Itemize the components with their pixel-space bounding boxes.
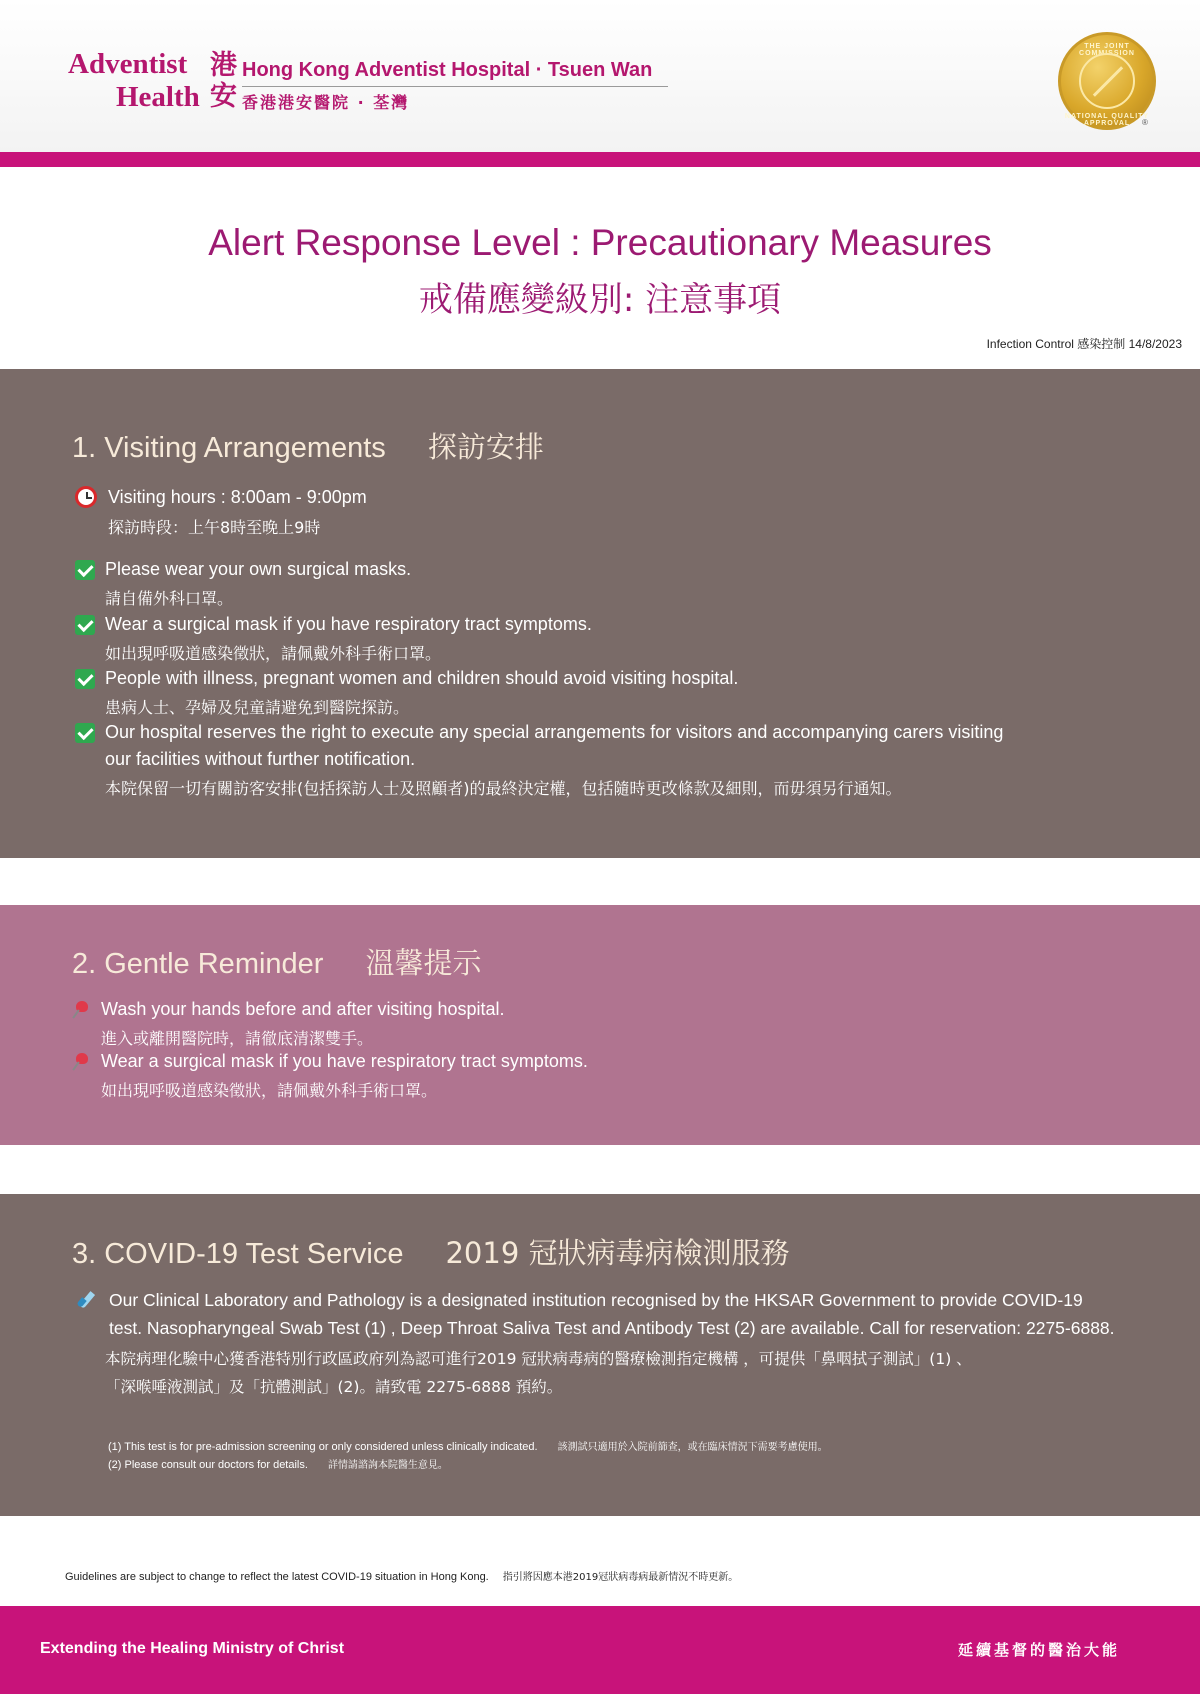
- logo-divider: [242, 86, 668, 87]
- hospital-name-en: Hong Kong Adventist Hospital · Tsuen Wan: [242, 59, 653, 81]
- section-covid-test-service: [0, 1194, 1200, 1516]
- footer: [0, 1606, 1200, 1694]
- seal-text-top: THE JOINT COMMISSION: [1079, 43, 1135, 57]
- accreditation-seal-icon: [1058, 32, 1156, 130]
- hospital-name-zh: 香港港安醫院 · 荃灣: [242, 93, 410, 112]
- footer-tagline-en: Extending the Healing Ministry of Christ: [40, 1640, 345, 1657]
- covid-paragraph-en-1: Our Clinical Laboratory and Pathology is a designated institution recognised by the HKSAR Government to provide COVID-19: [109, 1290, 1083, 1310]
- list-item-zh: 本院保留一切有關訪客安排(包括探訪人士及照顧者)的最終決定權，包括隨時更改條款及細則，而毋須另行通知。: [105, 779, 902, 798]
- footer-tagline-zh: 延續基督的醫治大能: [957, 1641, 1120, 1659]
- issue-stamp: Infection Control 感染控制 14/8/2023: [986, 337, 1182, 351]
- hospital-logo[interactable]: [68, 48, 688, 118]
- note-1: [108, 1438, 828, 1453]
- header-divider-bar: [0, 152, 1200, 167]
- section-title: [72, 425, 544, 466]
- section-title-en: 2. Gentle Reminder: [72, 948, 324, 980]
- list-item: People with illness, pregnant women and children should avoid visiting hospital.: [105, 668, 739, 688]
- covid-paragraph-zh-2: 「深喉唾液測試」及「抗體測試」(2)。請致電 2275-6888 預約。: [105, 1378, 563, 1396]
- logo-wordmark: [68, 48, 200, 114]
- test-tube-icon: [78, 1291, 96, 1309]
- note-2: [108, 1456, 448, 1471]
- footnote-zh: 指引將因應本港2019冠狀病毒病最新情況不時更新。: [502, 1572, 739, 1583]
- note-2-en: (2) Please consult our doctors for details.: [108, 1459, 308, 1471]
- section-gentle-reminder: [0, 905, 1200, 1145]
- note-2-zh: 詳情請諮詢本院醫生意見。: [327, 1460, 448, 1471]
- section-title-zh: 2019 冠狀病毒病檢測服務: [445, 1236, 790, 1270]
- logo-chinese: 港安: [210, 50, 237, 112]
- list-item-zh: 如出現呼吸道感染徵狀，請佩戴外科手術口罩。: [101, 1081, 438, 1100]
- check-icon: [75, 669, 95, 689]
- header: [0, 0, 1200, 152]
- alarm-clock-icon: [75, 486, 97, 508]
- list-item-zh: 如出現呼吸道感染徵狀，請佩戴外科手術口罩。: [105, 644, 442, 663]
- page-title-en: Alert Response Level : Precautionary Measures: [208, 222, 992, 263]
- section-visiting-arrangements: [0, 369, 1200, 858]
- list-item-zh: 請自備外科口罩。: [105, 589, 234, 608]
- pushpin-icon: [72, 1053, 90, 1071]
- section-title-zh: 探訪安排: [427, 430, 544, 464]
- list-item: Wear a surgical mask if you have respiratory tract symptoms.: [105, 614, 592, 634]
- pushpin-icon: [72, 1001, 90, 1019]
- covid-paragraph-zh-1: 本院病理化驗中心獲香港特別行政區政府列為認可進行2019 冠狀病毒病的醫療檢測指定機構 ，可提供「鼻咽拭子測試」(1) 、: [105, 1350, 972, 1368]
- visiting-hours-en: Visiting hours : 8:00am - 9:00pm: [108, 487, 367, 507]
- note-1-zh: 該測試只適用於入院前篩查，或在臨床情況下需要考慮使用。: [557, 1442, 828, 1453]
- section-title-en: 3. COVID-19 Test Service: [72, 1238, 404, 1270]
- list-item: Wash your hands before and after visiting hospital.: [101, 999, 505, 1019]
- check-icon: [75, 723, 95, 743]
- list-item: Wear a surgical mask if you have respiratory tract symptoms.: [101, 1051, 588, 1071]
- section-title-zh: 溫馨提示: [365, 946, 482, 980]
- check-icon: [75, 560, 95, 580]
- covid-paragraph-en-2: test. Nasopharyngeal Swab Test (1) , Deep Throat Saliva Test and Antibody Test (2) are available. Call for reservation: 2275-6888.: [109, 1318, 1115, 1338]
- list-item: Our hospital reserves the right to execute any special arrangements for visitors and accompanying carers visiting: [105, 722, 1004, 742]
- guidelines-footnote: [65, 1568, 738, 1583]
- seal-text-bottom: NATIONAL QUALITY APPROVAL: [1064, 113, 1150, 127]
- footnote-en: Guidelines are subject to change to reflect the latest COVID-19 situation in Hong Kong.: [65, 1571, 489, 1583]
- section-title: [72, 1231, 790, 1272]
- section-title-en: 1. Visiting Arrangements: [72, 432, 386, 464]
- visiting-hours-zh: 探訪時段：上午8時至晚上9時: [108, 518, 321, 537]
- list-item-zh: 患病人士、孕婦及兒童請避免到醫院探訪。: [105, 698, 410, 717]
- section-title: [72, 941, 481, 982]
- page-title-zh: 戒備應變級別: 注意事項: [418, 280, 782, 320]
- note-1-en: (1) This test is for pre-admission screening or only considered unless clinically indicated.: [108, 1441, 538, 1453]
- list-item-zh: 進入或離開醫院時，請徹底清潔雙手。: [101, 1029, 374, 1048]
- logo-line1: Adventist: [68, 48, 188, 80]
- check-icon: [75, 615, 95, 635]
- logo-line2: Health: [116, 81, 200, 113]
- list-item-cont: our facilities without further notification.: [105, 749, 416, 769]
- list-item: Please wear your own surgical masks.: [105, 559, 412, 579]
- registered-mark: ®: [1142, 118, 1148, 127]
